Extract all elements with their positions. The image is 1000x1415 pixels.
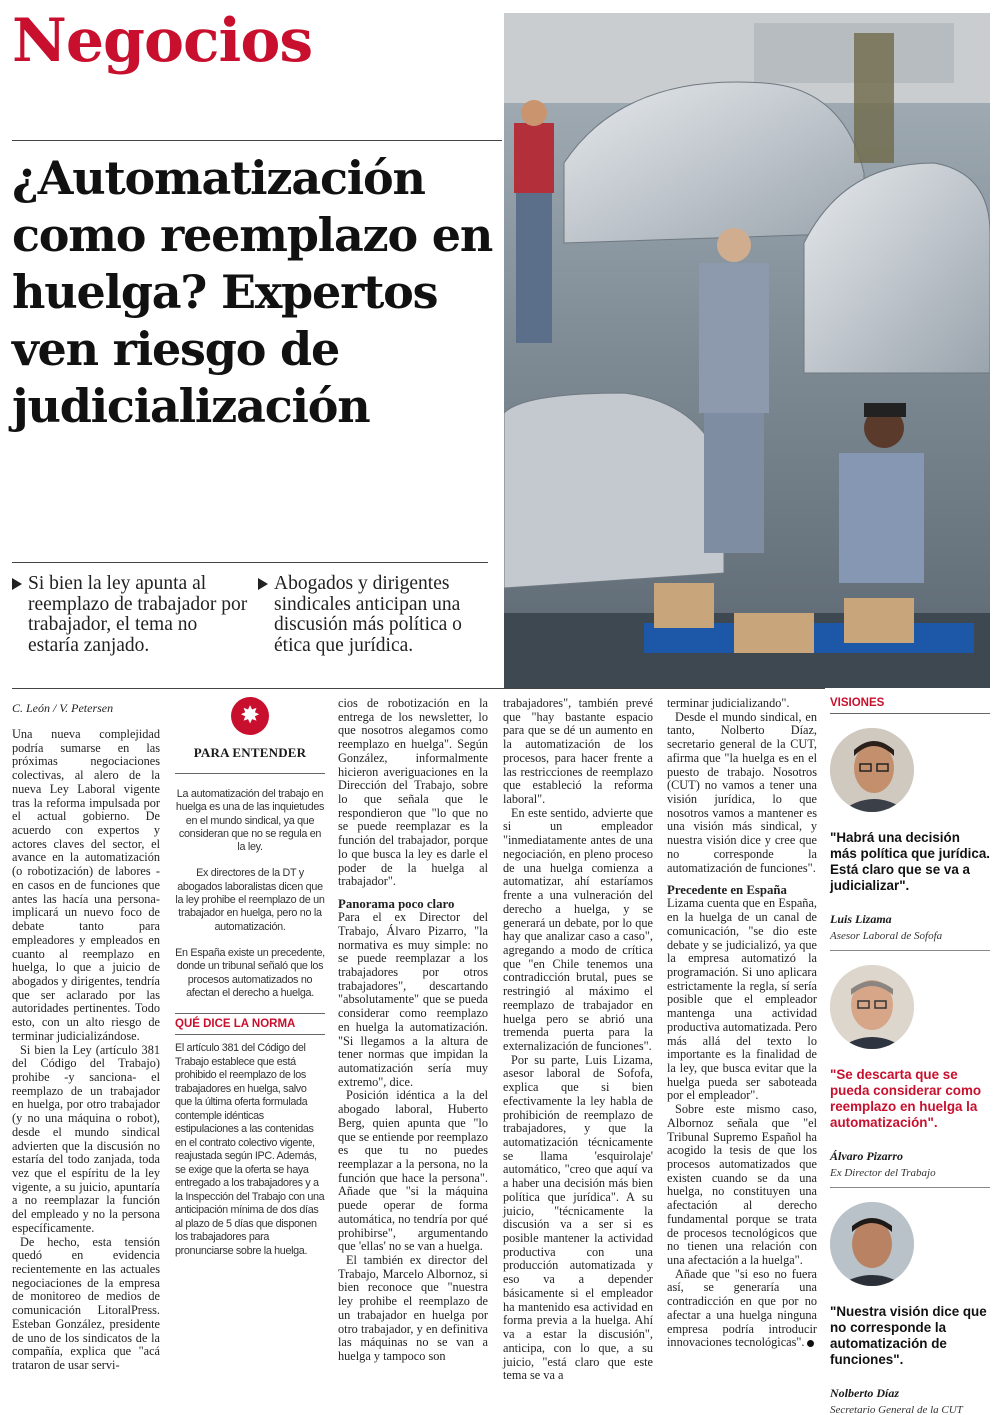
paragraph: Sobre este mismo caso, Albornoz señala que "el Tribunal Supremo Español ha acogido la tesis de que los procesos automatizados que existen cuando se da una huelga, no constituyen una afectación al derecho fundamental porque se trata de procesos tecnológicos que no tienen una relación con una afectación a la huelga". (667, 1102, 817, 1268)
divider (12, 140, 502, 141)
visiones-sidebar (830, 697, 990, 1415)
subheading: Precedente en España (667, 883, 787, 898)
article-column-5 (667, 697, 817, 1350)
triangle-bullet-icon (12, 578, 22, 590)
divider (175, 1013, 325, 1014)
paragraph: Una nueva complejidad podría sumarse en las próximas negociaciones colectivas, al alero de la nueva Ley Laboral vigente tras la reforma impulsada por el actual gobierno. De acuerdo con expertos y actores claves del sector, el avance en la automatización (o robotización) de labores -en casos en de funciones que antes las hacía una persona- implicará un nuevo foco de debate tanto para empleadores y empleados en cuanto al reemplazo en huelga, lo que a juicio de abogados y dirigentes, tendría que ser aclarado por las autoridades pertinentes. Todo esto, con un alto riesgo de terminar judicializándose. (12, 727, 160, 1043)
quote-author: Luis Lizama (830, 912, 892, 926)
divider (830, 1187, 990, 1188)
paragraph: Si bien la Ley (artículo 381 del Código del Trabajo) prohibe -y sanciona- el reemplazo de un trabajador en huelga, por otro trabajador (y no una máquina o robot), desde el mundo sindical advierten que la discusión no estaría del todo zanjada, toda vez que el espíritu de la ley vigente, a su juicio, apuntaría a no reemplazar la función del empleado y no la persona específicamente. (12, 1042, 160, 1235)
bullet-text: Si bien la ley apunta al reemplazo de trabajador por trabajador, el tema no estaría zanjado. (28, 573, 248, 656)
divider (12, 562, 488, 563)
quote-author: Álvaro Pizarro (830, 1149, 904, 1163)
paragraph: Desde el mundo sindical, en tanto, Nolberto Díaz, secretario general de la CUT, afirma que "la huelga es en el puesto de trabajo. Nosotros (CUT) no vamos a tener una visión jurídica, lo que nosotros vamos a mantener es una visión más sindical, y nuestra visión dice y cree que no corresponde la automatización de funciones". (667, 709, 817, 875)
paragraph: En este sentido, advierte que si un empleador "inmediatamente antes de una negociación, en pleno proceso de una huelga comienza a automatizar, ahí estaríamos frente a una vulneración del derecho a huelga, y se generará un debate, por lo que hay que analizar caso a caso", agregando a modo de crítica que "en Chile tenemos una contradicción brutal, pues se restringió al máximo el reemplazo de trabajador en huelga pero se abrió una tremenda puerta para la externalización de funciones". (503, 805, 653, 1053)
assembly-line-illustration (504, 13, 990, 688)
paragraph: terminar judicializando". (667, 696, 790, 710)
divider (830, 713, 990, 714)
portrait-nolberto-diaz (830, 1202, 914, 1286)
divider (175, 1034, 325, 1035)
quote: "Habrá una decisión más política que jurídica. Está claro que se va a judicializar". (830, 830, 990, 893)
paragraph: Para el ex Director del Trabajo, Álvaro Pizarro, "la normativa es muy simple: no se puede reemplazar a los trabajadores por otros trabajadores", descartando "absolutamente" que se pueda considerar como reemplazo en huelga la automatización. "Si llegamos a la altura de tener normas que impidan la automatización sería muy extremo", dice. (338, 910, 488, 1089)
paragraph: cios de robotización en la entrega de los newsletter, lo que nosotros alegamos como reemplazo en huelga". Según González, informalmente hicieron averiguaciones en la Dirección del Trabajo, sobre lo que señala que le respondieron que "lo que no se puede reemplazar es la función del trabajador, porque lo que busca la ley es darle el poder de la huelga al trabajador". (338, 696, 488, 889)
paragraph: Por su parte, Luis Lizama, asesor laboral de Sofofa, explica que si bien efectivamente la ley habla de prohibición de reemplazo de trabajadores, y que la automatización técnicamente se llama 'esquirolaje' automático, "creo que aquí va a haber una decisión más bien política que jurídica". A su juicio, "técnicamente la discusión va a ser si es posible mantener la actividad productiva con una producción automatizada y eso va a depender básicamente si el empleador ha mantenido esa actividad en forma previa a la huelga. Ahí va a estar la discusión", anticipa, con lo que, a su juicio, "está claro que este tema se va a (503, 1052, 653, 1383)
paragraph: Posición idéntica a la del abogado laboral, Huberto Berg, quien apunta que "lo que se entiende por reemplazo es que tu no puedes reemplazar a la persona, no la función que hace la persona". Añade que "si la máquina puede operar de forma automática, no tendría por qué prohibirse", argumentando que 'ellas' no se van a huelga. (338, 1088, 488, 1254)
article-column-4 (503, 697, 653, 1383)
paragraph-text: Añade que "si eso no fuera así, se generaría una contradicción en que por no afectar a una huelga ninguna empresa podría introducir innovaciones tecnológicas". (667, 1266, 817, 1350)
divider (175, 773, 325, 774)
factory-photo (504, 13, 990, 688)
quote-author-role: Ex Director del Trabajo (830, 1167, 936, 1179)
sidebar-paragraph: En España existe un precedente, donde un tribunal señaló que los procesos automatizados no afectan el derecho a huelga. (175, 946, 325, 999)
summary-bullet (12, 574, 250, 656)
divider (12, 688, 825, 689)
person-portrait-icon (830, 728, 914, 812)
end-mark-icon (807, 1340, 814, 1347)
sidebar-para-entender (175, 697, 325, 1258)
paragraph: Lizama cuenta que en España, en la huelga de un canal de comunicación, "se dio este debate y se judicializó, ya que la empresa automatizó la programación. Si uno aplicara estrictamente la regla, sí sería posible que el empleador mantenga una actividad productiva automatizada. Pero más allá del texto lo importante es la finalidad de la ley, que busca evitar que la huelga pueda ser saboteada por el empleador". (667, 896, 817, 1103)
bullet-text: Abogados y dirigentes sindicales anticipan una discusión más política o ética que jurídica. (274, 573, 462, 656)
quote-author-role: Asesor Laboral de Sofofa (830, 930, 943, 942)
paragraph: De hecho, esta tensión quedó en evidencia recientemente en las actuales negociaciones de la empresa de monitoreo de medios de comunicación LitoralPress. Esteban González, presidente de uno de los sindicatos de la compañía, explica que "acá trataron de usar servi- (12, 1234, 160, 1373)
person-portrait-icon (830, 1202, 914, 1286)
summary-bullet (258, 574, 498, 656)
compass-star-icon: ✸ (231, 697, 269, 735)
portrait-alvaro-pizarro (830, 965, 914, 1049)
article-column-1 (12, 728, 160, 1373)
headline: ¿Automatización como reemplazo en huelga? Expertos ven riesgo de judicialización (12, 151, 493, 433)
quote: "Se descarta que se pueda considerar como reemplazo en huelga la automatización". (830, 1067, 982, 1130)
norma-title: QUÉ DICE LA NORMA (175, 1018, 296, 1031)
paragraph (667, 1268, 817, 1350)
norma-text: El artículo 381 del Código del Trabajo establece que está prohibido el reemplazo de los trabajadores en huelga, salvo que la última oferta formulada contemple idénticas estipulaciones a las contenidas en el contrato colectivo vigente, reajustada según IPC. Además, se exige que la oferta se haya entregado a los trabajadores y a la Inspección del Trabajo con una anticipación mínima de dos días al plazo de 5 días que disponen los trabajadores para pronunciarse sobre la huelga. (175, 1042, 325, 1257)
paragraph: El también ex director del Trabajo, Marcelo Albornoz, si bien reconoce que "nuestra ley prohibe el reemplazo de un trabajador en huelga por otro trabajador, y en definitiva las máquinas no se van a huelga y tampoco son (338, 1253, 488, 1364)
divider (830, 950, 990, 951)
sidebar-title: PARA ENTENDER (193, 745, 307, 760)
sidebar-paragraph: La automatización del trabajo en huelga es una de las inquietudes en el mundo sindical, ya que consideran que no se regula en la ley. (175, 788, 325, 854)
triangle-bullet-icon (258, 578, 268, 590)
portrait-luis-lizama (830, 728, 914, 812)
byline: C. León / V. Petersen (12, 701, 114, 715)
quote-author-role: Secretario General de la CUT (830, 1404, 963, 1415)
sidebar-paragraph: Ex directores de la DT y abogados laboralistas dicen que la ley prohibe el reemplazo de un trabajador en huelga, pero no la automatización. (175, 867, 325, 933)
person-portrait-icon (830, 965, 914, 1049)
quote: "Nuestra visión dice que no corresponde la automatización de funciones". (830, 1304, 987, 1367)
subheading: Panorama poco claro (338, 897, 455, 912)
quote-author: Nolberto Díaz (830, 1386, 899, 1400)
visiones-title: VISIONES (830, 697, 885, 709)
section-title: Negocios (12, 6, 313, 76)
paragraph: trabajadores", también prevé que "hay bastante espacio para que se dé un aumento en la automatización de los procesos, para hacer frente a las restricciones de reemplazo que estableció la reforma laboral". (503, 696, 653, 807)
article-column-3 (338, 697, 488, 1364)
